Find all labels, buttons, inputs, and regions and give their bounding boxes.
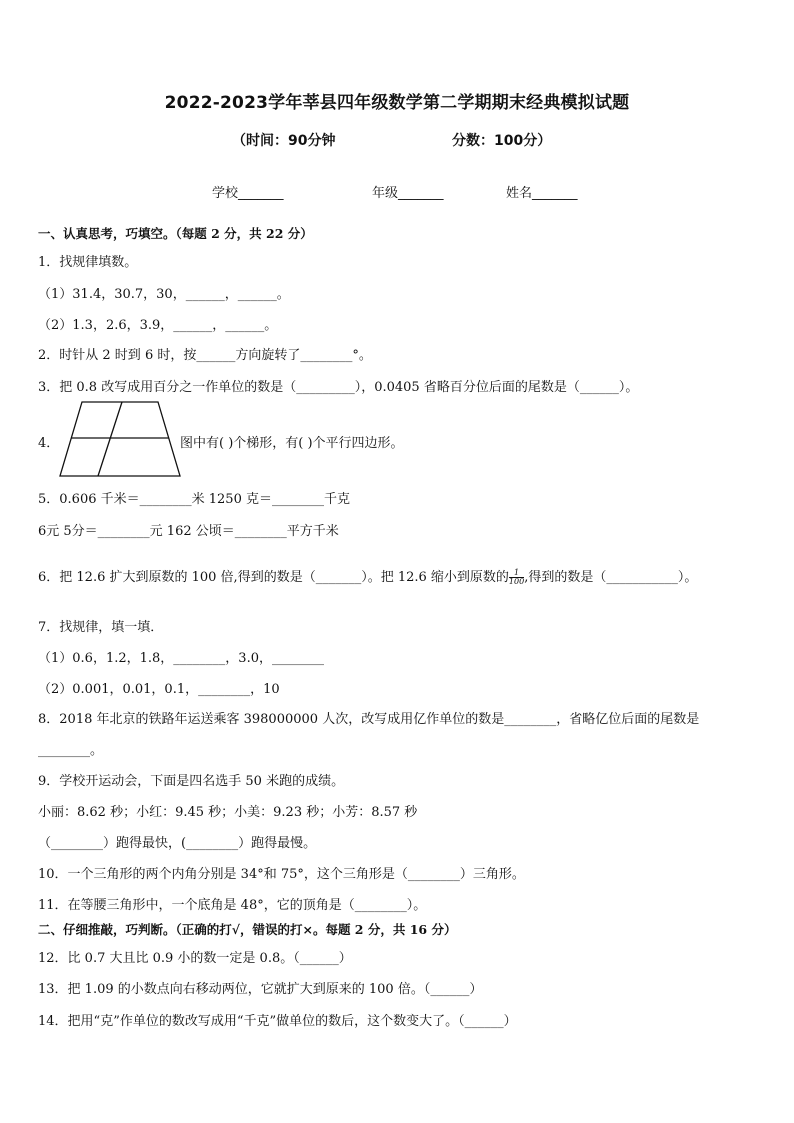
- section2-heading: 二、仔细推敲，巧判断。（正确的打√，错误的打×。每题 2 分，共 16 分）: [38, 922, 457, 937]
- fraction-denominator: 100: [508, 577, 525, 586]
- question-4-text: 图中有( )个梯形，有( )个平行四边形。: [180, 436, 404, 451]
- question-7-part2: （2）0.001，0.01，0.1，________，10: [38, 682, 280, 697]
- question-13: 13．把 1.09 的小数点向右移动两位，它就扩大到原来的 100 倍。（______）: [38, 982, 483, 997]
- school-field: 学校_______: [212, 186, 284, 201]
- question-1-part1: （1）31.4，30.7，30，______，______。: [38, 287, 290, 302]
- question-1-part2: （2）1.3，2.6，3.9，______，______。: [38, 318, 278, 333]
- question-1: 1．找规律填数。: [38, 255, 138, 270]
- question-2: 2．时针从 2 时到 6 时，按______方向旋转了________°。: [38, 348, 372, 363]
- question-6-part2: ,得到的数是（___________）。: [524, 570, 698, 585]
- trapezoid-figure: [58, 400, 184, 480]
- question-9-blanks: （________）跑得最快，(________）跑得最慢。: [38, 836, 317, 851]
- question-5-line2: 6元 5分＝________元 162 公顷＝________平方千米: [38, 524, 339, 539]
- question-11: 11．在等腰三角形中，一个底角是 48°，它的顶角是（________）。: [38, 898, 427, 913]
- question-8-line2: ________。: [38, 743, 104, 758]
- question-7: 7．找规律，填一填．: [38, 620, 164, 635]
- question-14: 14．把用“克”作单位的数改写成用“千克”做单位的数后，这个数变大了。（______）: [38, 1014, 517, 1029]
- question-9-results: 小丽：8.62 秒；小红：9.45 秒；小美：9.23 秒；小芳：8.57 秒: [38, 805, 418, 820]
- question-6: [38, 566, 697, 586]
- question-3: 3．把 0.8 改写成用百分之一作单位的数是（_________），0.0405 省略百分位后面的尾数是（______）。: [38, 380, 639, 395]
- question-6-part1: 6．把 12.6 扩大到原数的 100 倍,得到的数是（_______）。把 12.6 缩小到原数的: [38, 570, 509, 585]
- page-title: 2022-2023学年莘县四年级数学第二学期期末经典模拟试题: [164, 93, 630, 113]
- question-7-part1: （1）0.6，1.2，1.8，________，3.0，________: [38, 651, 324, 666]
- name-field: 姓名_______: [506, 186, 578, 201]
- fraction-numerator: 1: [509, 569, 524, 578]
- fraction-1-100: [509, 569, 524, 586]
- exam-time: （时间：90分钟: [232, 133, 336, 149]
- section1-heading: 一、认真思考，巧填空。（每题 2 分，共 22 分）: [38, 226, 313, 241]
- question-9: 9．学校开运动会，下面是四名选手 50 米跑的成绩。: [38, 774, 345, 789]
- question-8-line1: 8．2018 年北京的铁路年运送乘客 398000000 人次，改写成用亿作单位的数是________，省略亿位后面的尾数是: [38, 712, 700, 727]
- question-12: 12．比 0.7 大且比 0.9 小的数一定是 0.8。（______）: [38, 951, 352, 966]
- grade-field: 年级_______: [372, 186, 444, 201]
- subtitle: [0, 130, 794, 150]
- question-10: 10．一个三角形的两个内角分别是 34°和 75°，这个三角形是（________）三角形。: [38, 867, 525, 882]
- question-4-number: 4．: [38, 436, 60, 451]
- question-5-line1: 5．0.606 千米＝________米 1250 克＝________千克: [38, 492, 350, 507]
- exam-score: 分数：100分）: [452, 133, 552, 149]
